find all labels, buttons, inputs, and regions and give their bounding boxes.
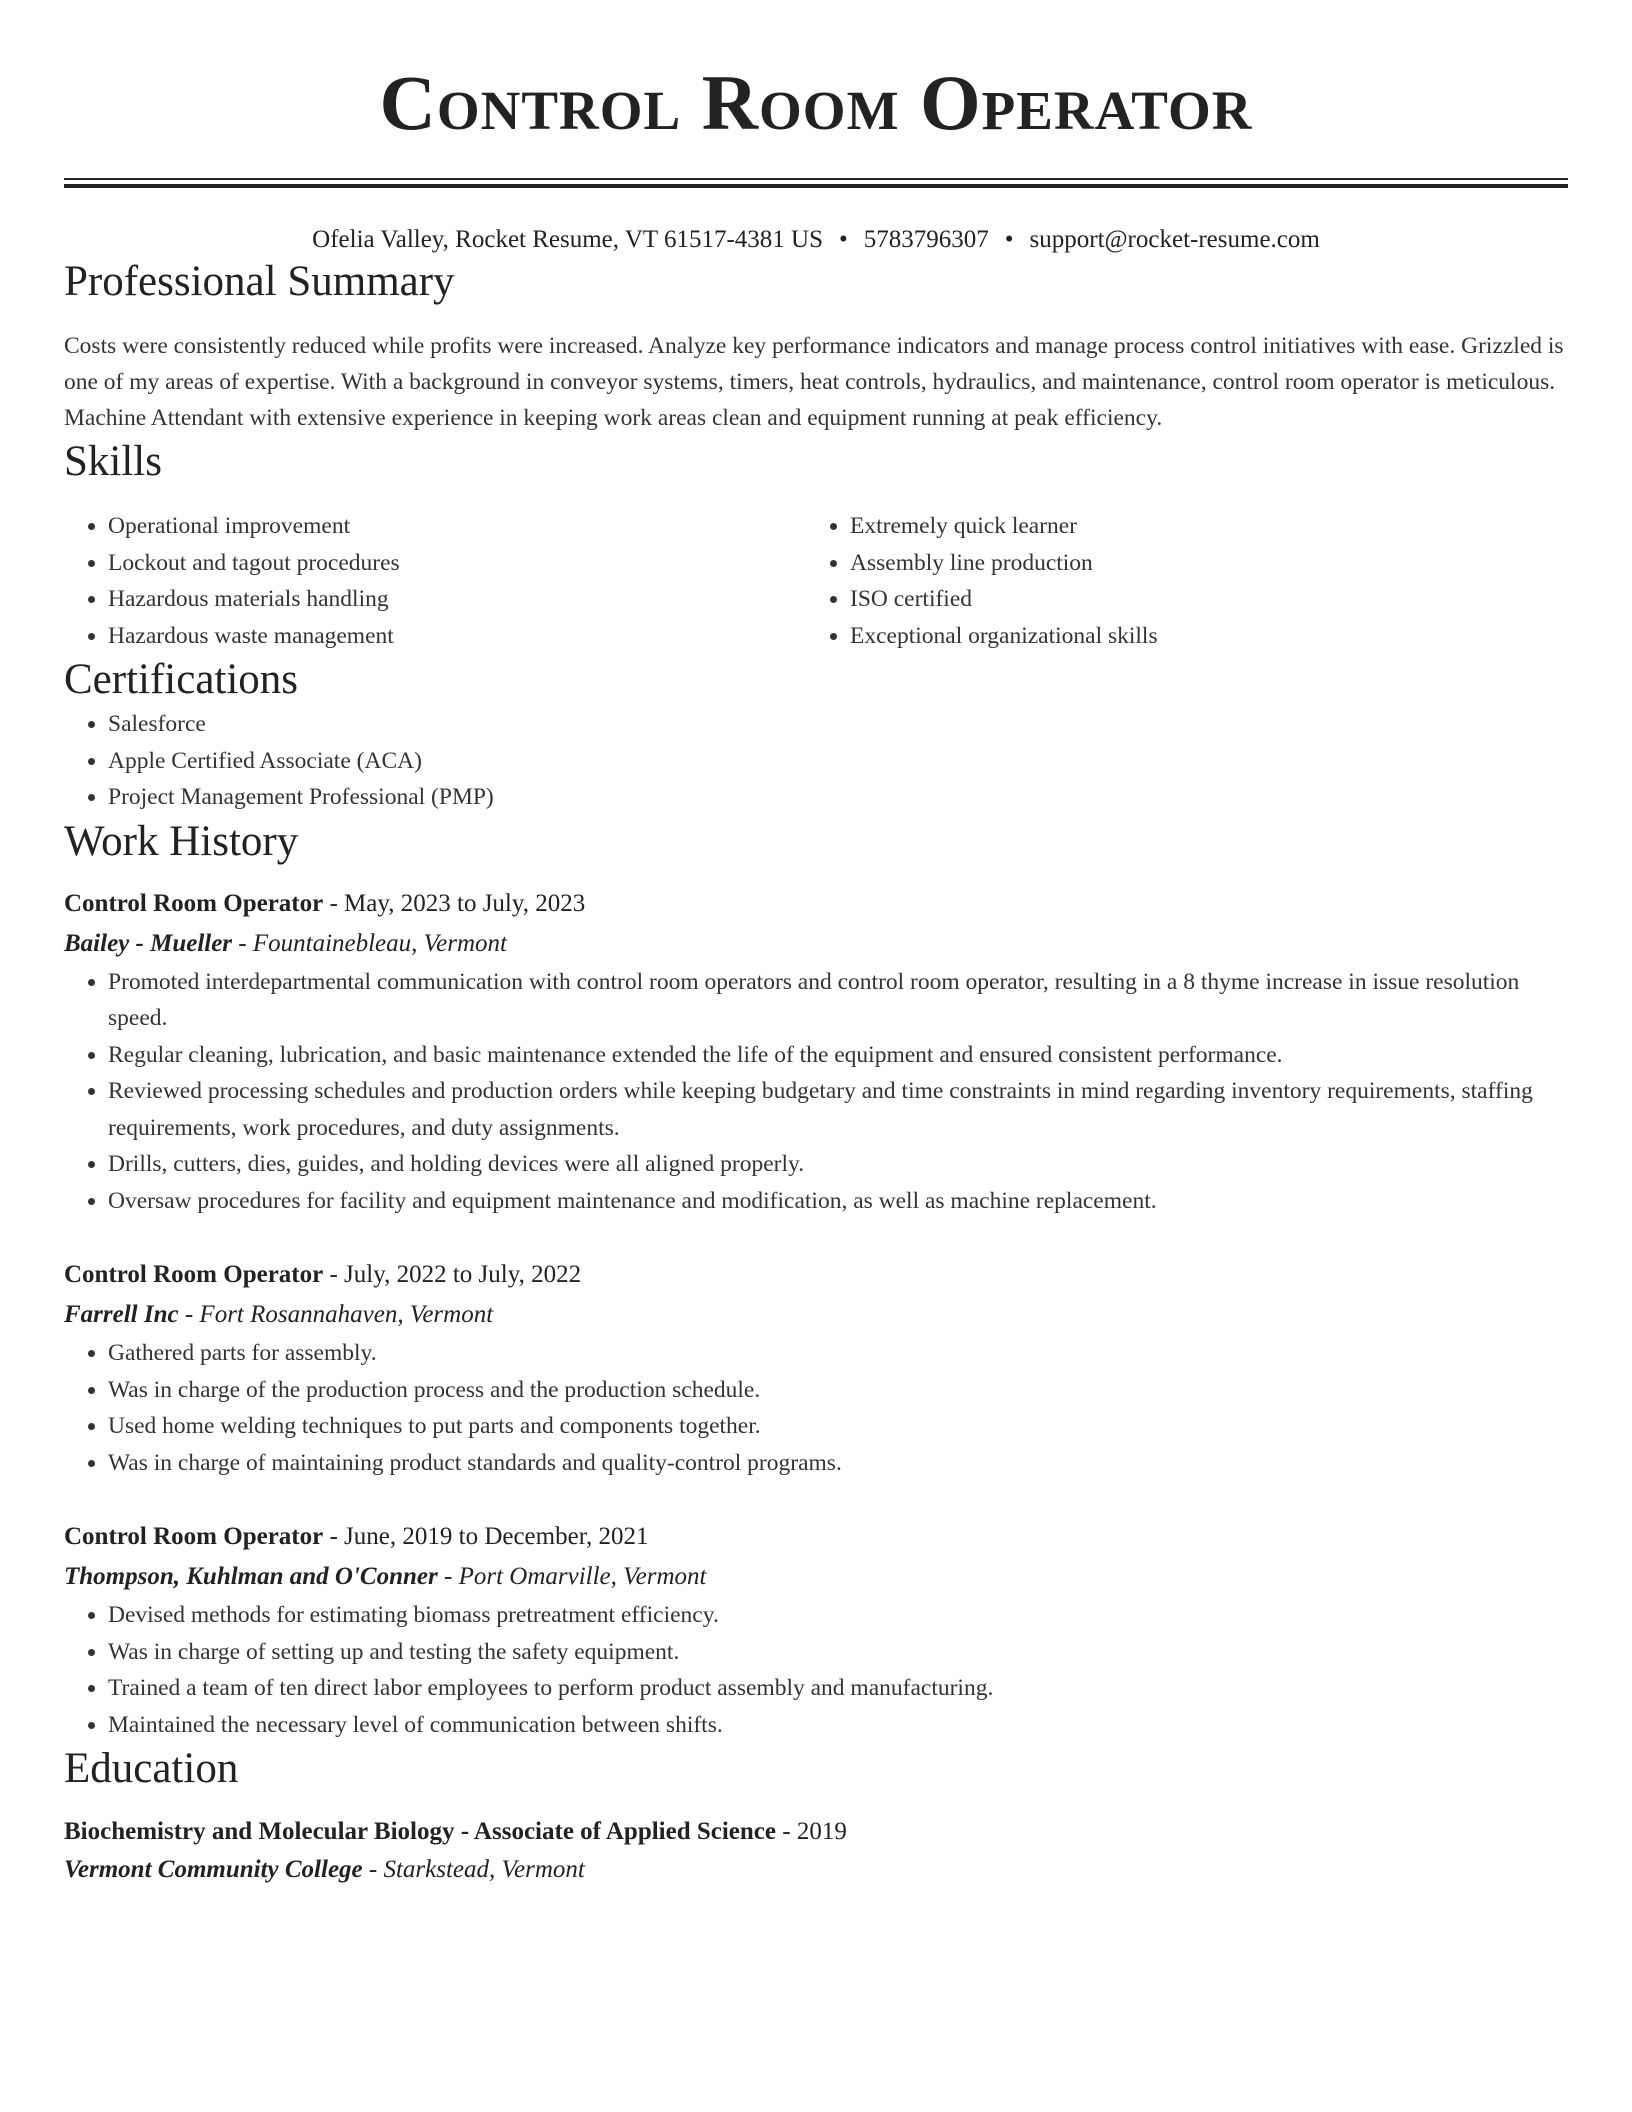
skill-item: • Extremely quick learner: [850, 508, 1568, 545]
job-employer: Bailey - Mueller: [64, 929, 233, 957]
job-duty: • Was in charge of the production process and the production schedule.: [108, 1372, 1568, 1409]
job-employer: Farrell Inc: [64, 1301, 179, 1328]
skill-item: • Assembly line production: [850, 545, 1568, 582]
job-title: Control Room Operator: [64, 889, 324, 917]
education-heading: Education: [64, 1745, 239, 1792]
skills-heading: Skills: [64, 438, 162, 485]
skill-item: • Hazardous materials handling: [108, 581, 806, 618]
job-duties-list: [64, 964, 1568, 1220]
job-duty: • Used home welding techniques to put parts and components together.: [108, 1408, 1568, 1445]
skill-item: • Hazardous waste management: [108, 618, 806, 655]
job-entry: [64, 1255, 1568, 1481]
education-year: - 2019: [776, 1818, 847, 1845]
job-dates: - July, 2022 to July, 2022: [323, 1261, 582, 1288]
job-duty: • Was in charge of maintaining product standards and quality-control programs.: [108, 1445, 1568, 1482]
job-duty: • Trained a team of ten direct labor employees to perform product assembly and manufacturing.: [108, 1670, 1568, 1707]
job-employer: Thompson, Kuhlman and O'Conner: [64, 1563, 438, 1590]
education-school-line: [64, 1851, 1568, 1889]
job-dates: - May, 2023 to July, 2023: [323, 889, 586, 917]
job-duty: • Was in charge of setting up and testing the safety equipment.: [108, 1634, 1568, 1671]
contact-line: [64, 224, 1568, 256]
education-header: [64, 1813, 1568, 1851]
skill-item: • ISO certified: [850, 581, 1568, 618]
job-location: - Fort Rosannahaven, Vermont: [178, 1301, 494, 1328]
contact-email[interactable]: support@rocket-resume.com: [1029, 226, 1320, 253]
job-employer-line: [64, 1295, 1568, 1335]
job-duties-list: [64, 1597, 1568, 1743]
summary-text: Costs were consistently reduced while profits were increased. Analyze key performance indicators and manage process control initiatives with ease. Grizzled is one of my areas of expertise. With a background in conveyor systems, timers, heat controls, hydraulics, and maintenance, control room operator is meticulous. Machine Attendant with extensive experience in keeping work areas clean and equipment running at peak efficiency.: [64, 333, 1564, 431]
skill-item: • Operational improvement: [108, 508, 806, 545]
job-duty: • Oversaw procedures for facility and equipment maintenance and modification, as well as machine replacement.: [108, 1183, 1568, 1220]
work-history-heading: Work History: [64, 817, 299, 865]
certification-item: • Salesforce: [108, 706, 1568, 743]
skill-item: • Exceptional organizational skills: [850, 618, 1568, 655]
job-dates: - June, 2019 to December, 2021: [323, 1523, 649, 1550]
skills-list-left: [64, 508, 806, 654]
job-duty: • Regular cleaning, lubrication, and basic maintenance extended the life of the equipment and ensured consistent performance.: [108, 1037, 1568, 1074]
job-duty: • Drills, cutters, dies, guides, and holding devices were all aligned properly.: [108, 1146, 1568, 1183]
contact-phone[interactable]: 5783796307: [863, 226, 989, 253]
education-entry: [64, 1813, 1568, 1889]
job-duties-list: [64, 1335, 1568, 1481]
job-header: [64, 1517, 1568, 1557]
job-duty: • Gathered parts for assembly.: [108, 1335, 1568, 1372]
job-title: Control Room Operator: [64, 1261, 324, 1288]
contact-address: Ofelia Valley, Rocket Resume, VT 61517-4381 US: [312, 226, 823, 253]
header-divider: [64, 178, 1568, 188]
certification-item: • Apple Certified Associate (ACA): [108, 743, 1568, 780]
candidate-name: Control Room Operator: [379, 59, 1253, 146]
contact-separator: •: [1004, 226, 1014, 253]
contact-separator: •: [839, 226, 848, 253]
job-duty: • Devised methods for estimating biomass pretreatment efficiency.: [108, 1597, 1568, 1634]
certifications-list: [64, 706, 1568, 816]
education-degree: Biochemistry and Molecular Biology - Associate of Applied Science: [64, 1818, 776, 1845]
job-header: [64, 884, 1568, 924]
job-duty: • Maintained the necessary level of communication between shifts.: [108, 1707, 1568, 1744]
job-employer-line: [64, 1557, 1568, 1597]
job-header: [64, 1255, 1568, 1295]
certification-item: • Project Management Professional (PMP): [108, 779, 1568, 816]
skills-list-right: [806, 508, 1568, 654]
skills-columns: [64, 508, 1568, 654]
certifications-heading: Certifications: [64, 656, 299, 703]
education-location: - Starkstead, Vermont: [362, 1856, 585, 1883]
job-location: - Fountainebleau, Vermont: [232, 929, 507, 957]
summary-heading: Professional Summary: [64, 258, 455, 305]
education-school: Vermont Community College: [64, 1856, 363, 1883]
job-duty: • Promoted interdepartmental communication with control room operators and control room operator, resulting in a 8 thyme increase in issue resolution speed.: [108, 964, 1568, 1037]
job-duty: • Reviewed processing schedules and production orders while keeping budgetary and time constraints in mind regarding inventory requirements, staffing requirements, work procedures, and duty assignments.: [108, 1073, 1568, 1146]
job-employer-line: [64, 924, 1568, 964]
job-entry: [64, 1517, 1568, 1743]
job-title: Control Room Operator: [64, 1523, 324, 1550]
skill-item: • Lockout and tagout procedures: [108, 545, 806, 582]
job-location: - Port Omarville, Vermont: [437, 1563, 707, 1590]
job-entry: [64, 884, 1568, 1220]
